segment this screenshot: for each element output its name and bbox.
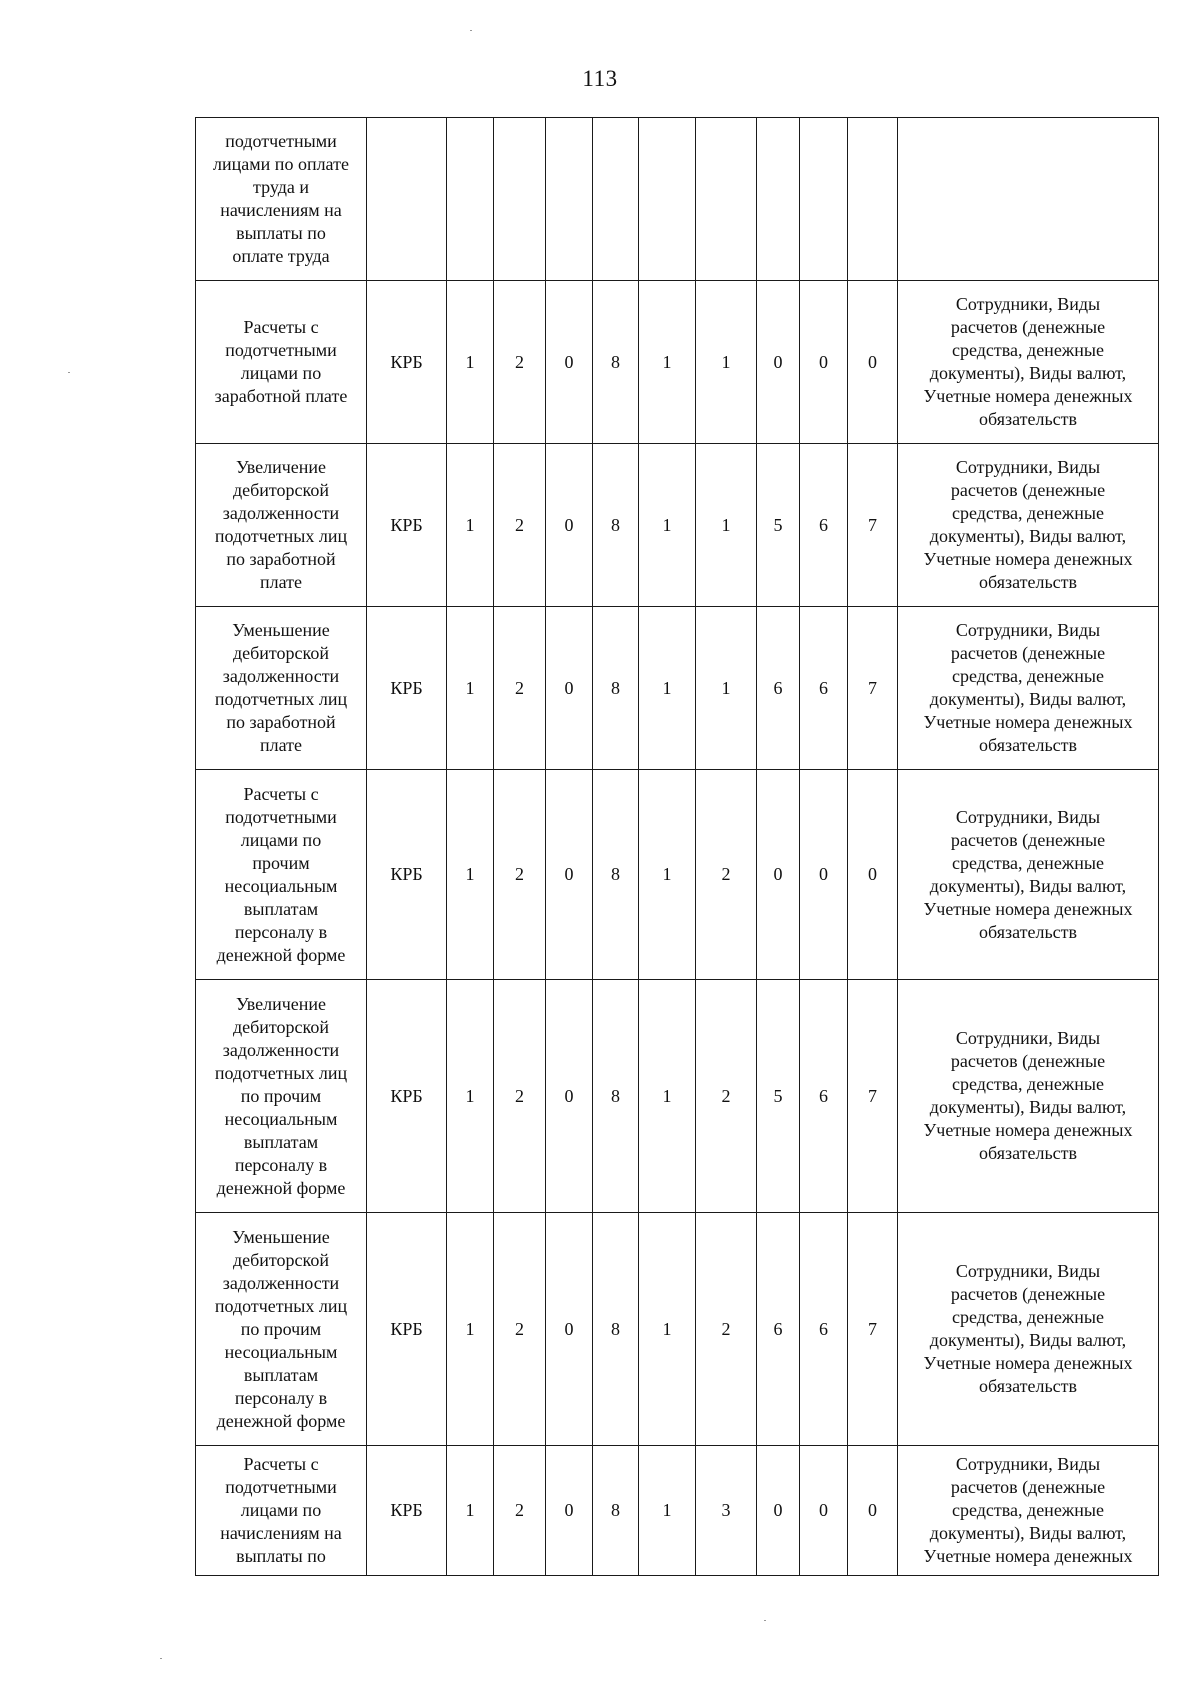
account-name-line: подотчетными — [225, 1477, 337, 1497]
account-name-cell — [196, 1213, 367, 1446]
account-kind-cell: КРБ — [367, 980, 447, 1213]
accounts-table — [195, 117, 1159, 1576]
account-digit-cell: 2 — [494, 1213, 546, 1446]
account-digit-cell: 1 — [447, 1213, 494, 1446]
analytics-line: расчетов (денежные — [950, 829, 1106, 850]
account-name-line: прочим — [252, 852, 310, 873]
analytics-line: расчетов (денежные — [950, 1477, 1106, 1497]
account-digit-cell: 8 — [593, 980, 639, 1213]
account-name-line: по прочим — [240, 1318, 322, 1339]
account-name-line: плате — [260, 572, 302, 592]
account-digit-cell: 7 — [848, 980, 898, 1213]
account-digit-cell: 0 — [546, 980, 593, 1213]
analytics-cell — [898, 444, 1159, 607]
analytics-line: Сотрудники, Виды — [955, 294, 1101, 314]
account-digit-cell: 0 — [546, 1446, 593, 1576]
table-row — [196, 281, 1159, 444]
analytics-line: расчетов (денежные — [950, 1051, 1106, 1071]
analytics-line: обязательств — [978, 921, 1078, 942]
analytics-line: средства, денежные — [952, 1074, 1104, 1094]
account-digit-cell — [800, 118, 848, 281]
account-digit-cell: 1 — [639, 281, 696, 444]
analytics-line: средства, денежные — [952, 340, 1104, 360]
account-digit-cell: 1 — [639, 444, 696, 607]
account-name-cell — [196, 607, 367, 770]
account-name-cell — [196, 444, 367, 607]
table-row — [196, 770, 1159, 980]
analytics-line: Сотрудники, Виды — [955, 620, 1101, 640]
table-row — [196, 444, 1159, 607]
analytics-line: документы), Виды валют, — [929, 875, 1127, 896]
account-name-line: лицами по — [240, 829, 322, 850]
account-name-line: по заработной — [226, 549, 336, 569]
account-digit-cell — [546, 118, 593, 281]
account-name-line: Расчеты с — [243, 783, 319, 804]
analytics-line: Сотрудники, Виды — [955, 1261, 1101, 1281]
account-name-line: денежной форме — [216, 944, 346, 965]
account-digit-cell: 6 — [800, 980, 848, 1213]
account-digit-cell: 5 — [757, 444, 800, 607]
account-name-line: подотчетными — [225, 340, 337, 360]
account-digit-cell — [593, 118, 639, 281]
account-kind-cell: КРБ — [367, 1446, 447, 1576]
scan-speck — [68, 372, 70, 373]
account-name-line: труда и — [253, 177, 309, 197]
account-name-line: Уменьшение — [232, 620, 330, 640]
account-digit-cell: 1 — [696, 607, 757, 770]
account-digit-cell: 2 — [494, 770, 546, 980]
account-digit-cell: 2 — [494, 980, 546, 1213]
analytics-line: расчетов (денежные — [950, 317, 1106, 337]
account-name-line: начислениям на — [220, 200, 342, 220]
analytics-cell — [898, 980, 1159, 1213]
account-kind-cell: КРБ — [367, 770, 447, 980]
account-digit-cell: 7 — [848, 444, 898, 607]
account-name-line: несоциальным — [224, 1108, 338, 1129]
account-digit-cell: 8 — [593, 444, 639, 607]
analytics-line: обязательств — [978, 735, 1078, 755]
analytics-line: Сотрудники, Виды — [955, 806, 1101, 827]
account-name-line: Расчеты с — [243, 317, 319, 337]
account-digit-cell: 7 — [848, 1213, 898, 1446]
account-digit-cell: 6 — [800, 1213, 848, 1446]
analytics-line: расчетов (денежные — [950, 480, 1106, 500]
analytics-line: средства, денежные — [952, 852, 1104, 873]
account-digit-cell: 1 — [447, 444, 494, 607]
account-digit-cell: 1 — [447, 770, 494, 980]
account-name-line: задолженности — [222, 666, 340, 686]
account-name-cell — [196, 980, 367, 1213]
account-kind-cell — [367, 118, 447, 281]
account-name-line: выплаты по — [236, 223, 326, 243]
analytics-line: средства, денежные — [952, 666, 1104, 686]
account-name-cell — [196, 281, 367, 444]
scan-speck — [470, 30, 472, 31]
account-digit-cell: 0 — [848, 1446, 898, 1576]
account-name-cell — [196, 770, 367, 980]
account-name-line: несоциальным — [224, 875, 338, 896]
account-digit-cell: 6 — [800, 607, 848, 770]
analytics-line: обязательств — [978, 1376, 1078, 1396]
account-digit-cell: 2 — [494, 281, 546, 444]
account-name-line: Увеличение — [235, 457, 326, 477]
account-digit-cell: 6 — [757, 1213, 800, 1446]
account-name-line: денежной форме — [216, 1177, 346, 1198]
account-name-line: подотчетными — [225, 806, 337, 827]
account-digit-cell: 1 — [696, 281, 757, 444]
account-name-line: Расчеты с — [243, 1454, 319, 1474]
account-name-line: начислениям на — [220, 1523, 342, 1543]
account-name-line: дебиторской — [232, 643, 330, 663]
analytics-line: документы), Виды валют, — [929, 1097, 1127, 1117]
account-name-line: лицами по оплате — [213, 154, 349, 174]
account-name-line: Уменьшение — [232, 1226, 330, 1247]
account-digit-cell: 1 — [639, 607, 696, 770]
account-digit-cell: 0 — [757, 1446, 800, 1576]
account-digit-cell: 0 — [800, 281, 848, 444]
account-name-line: подотчетных лиц — [214, 1062, 348, 1083]
account-name-line: персоналу в — [234, 1154, 328, 1175]
account-digit-cell: 0 — [848, 770, 898, 980]
account-digit-cell — [757, 118, 800, 281]
account-name-line: лицами по — [240, 363, 322, 383]
account-digit-cell — [447, 118, 494, 281]
account-name-cell — [196, 1446, 367, 1576]
analytics-line: документы), Виды валют, — [929, 1523, 1127, 1543]
analytics-line: расчетов (денежные — [950, 643, 1106, 663]
account-name-line: подотчетных лиц — [214, 1295, 348, 1316]
analytics-cell — [898, 118, 1159, 281]
account-name-line: несоциальным — [224, 1341, 338, 1362]
account-name-line: Увеличение — [235, 993, 326, 1014]
account-digit-cell: 1 — [639, 1213, 696, 1446]
account-name-line: оплате труда — [232, 246, 330, 266]
account-digit-cell: 2 — [696, 770, 757, 980]
analytics-line: средства, денежные — [952, 1500, 1104, 1520]
analytics-line: Сотрудники, Виды — [955, 1454, 1101, 1474]
account-name-line: задолженности — [222, 503, 340, 523]
account-kind-cell: КРБ — [367, 444, 447, 607]
account-name-cell — [196, 118, 367, 281]
account-digit-cell: 0 — [546, 444, 593, 607]
account-digit-cell: 0 — [546, 1213, 593, 1446]
account-digit-cell: 5 — [757, 980, 800, 1213]
analytics-line: документы), Виды валют, — [929, 689, 1127, 709]
analytics-cell — [898, 607, 1159, 770]
table-row — [196, 1446, 1159, 1576]
account-digit-cell: 2 — [494, 444, 546, 607]
analytics-line: Учетные номера денежных — [923, 712, 1133, 732]
table-row — [196, 1213, 1159, 1446]
account-name-line: задолженности — [222, 1039, 340, 1060]
analytics-line: Учетные номера денежных — [923, 1120, 1133, 1140]
account-digit-cell: 8 — [593, 770, 639, 980]
account-name-line: задолженности — [222, 1272, 340, 1293]
account-digit-cell: 1 — [639, 1446, 696, 1576]
account-digit-cell: 6 — [800, 444, 848, 607]
analytics-line: обязательств — [978, 1143, 1078, 1163]
account-name-line: по заработной — [226, 712, 336, 732]
analytics-line: расчетов (денежные — [950, 1284, 1106, 1304]
analytics-line: Учетные номера денежных — [923, 898, 1133, 919]
account-digit-cell: 7 — [848, 607, 898, 770]
account-digit-cell — [696, 118, 757, 281]
analytics-cell — [898, 1446, 1159, 1576]
analytics-line: документы), Виды валют, — [929, 1330, 1127, 1350]
account-digit-cell: 1 — [447, 980, 494, 1213]
account-digit-cell — [639, 118, 696, 281]
account-name-line: выплаты по — [236, 1546, 326, 1566]
account-digit-cell: 1 — [447, 607, 494, 770]
analytics-cell — [898, 1213, 1159, 1446]
account-digit-cell: 2 — [696, 980, 757, 1213]
account-name-line: подотчетных лиц — [214, 689, 348, 709]
account-digit-cell: 1 — [447, 1446, 494, 1576]
scan-speck — [160, 1658, 162, 1659]
account-name-line: подотчетными — [225, 131, 337, 151]
account-digit-cell: 8 — [593, 1213, 639, 1446]
table-row — [196, 118, 1159, 281]
account-digit-cell: 6 — [757, 607, 800, 770]
account-digit-cell: 8 — [593, 281, 639, 444]
account-digit-cell: 0 — [848, 281, 898, 444]
analytics-line: Учетные номера денежных — [923, 386, 1133, 406]
account-digit-cell: 1 — [447, 281, 494, 444]
analytics-cell — [898, 770, 1159, 980]
account-digit-cell: 3 — [696, 1446, 757, 1576]
account-name-line: дебиторской — [232, 1249, 330, 1270]
account-digit-cell: 2 — [494, 607, 546, 770]
analytics-line: Учетные номера денежных — [923, 1353, 1133, 1373]
account-name-line: по прочим — [240, 1085, 322, 1106]
account-digit-cell — [494, 118, 546, 281]
account-digit-cell — [848, 118, 898, 281]
table-row — [196, 607, 1159, 770]
scan-speck — [764, 1620, 766, 1621]
analytics-line: Учетные номера денежных — [923, 549, 1133, 569]
account-digit-cell: 0 — [546, 607, 593, 770]
account-digit-cell: 0 — [800, 770, 848, 980]
account-name-line: персоналу в — [234, 921, 328, 942]
account-digit-cell: 0 — [800, 1446, 848, 1576]
account-digit-cell: 1 — [639, 770, 696, 980]
page-number: 113 — [582, 66, 618, 91]
account-name-line: выплатам — [243, 898, 319, 919]
account-name-line: заработной плате — [214, 386, 348, 406]
account-digit-cell: 0 — [757, 770, 800, 980]
account-digit-cell: 0 — [546, 281, 593, 444]
account-name-line: персоналу в — [234, 1387, 328, 1408]
account-name-line: подотчетных лиц — [214, 526, 348, 546]
account-digit-cell: 1 — [696, 444, 757, 607]
analytics-line: документы), Виды валют, — [929, 526, 1127, 546]
account-digit-cell: 2 — [494, 1446, 546, 1576]
account-digit-cell: 8 — [593, 1446, 639, 1576]
analytics-line: Сотрудники, Виды — [955, 1028, 1101, 1048]
account-name-line: дебиторской — [232, 1016, 330, 1037]
analytics-line: Учетные номера денежных — [923, 1546, 1133, 1566]
analytics-line: средства, денежные — [952, 1307, 1104, 1327]
analytics-line: обязательств — [978, 572, 1078, 592]
account-digit-cell: 8 — [593, 607, 639, 770]
account-name-line: выплатам — [243, 1131, 319, 1152]
account-digit-cell: 0 — [546, 770, 593, 980]
analytics-line: средства, денежные — [952, 503, 1104, 523]
account-name-line: дебиторской — [232, 480, 330, 500]
account-name-line: выплатам — [243, 1364, 319, 1385]
account-name-line: плате — [260, 735, 302, 755]
analytics-line: документы), Виды валют, — [929, 363, 1127, 383]
account-digit-cell: 2 — [696, 1213, 757, 1446]
analytics-line: Сотрудники, Виды — [955, 457, 1101, 477]
account-kind-cell: КРБ — [367, 1213, 447, 1446]
account-name-line: лицами по — [240, 1500, 322, 1520]
account-digit-cell: 1 — [639, 980, 696, 1213]
account-kind-cell: КРБ — [367, 607, 447, 770]
account-name-line: денежной форме — [216, 1410, 346, 1431]
account-digit-cell: 0 — [757, 281, 800, 444]
table-row — [196, 980, 1159, 1213]
analytics-cell — [898, 281, 1159, 444]
analytics-line: обязательств — [978, 409, 1078, 429]
account-kind-cell: КРБ — [367, 281, 447, 444]
